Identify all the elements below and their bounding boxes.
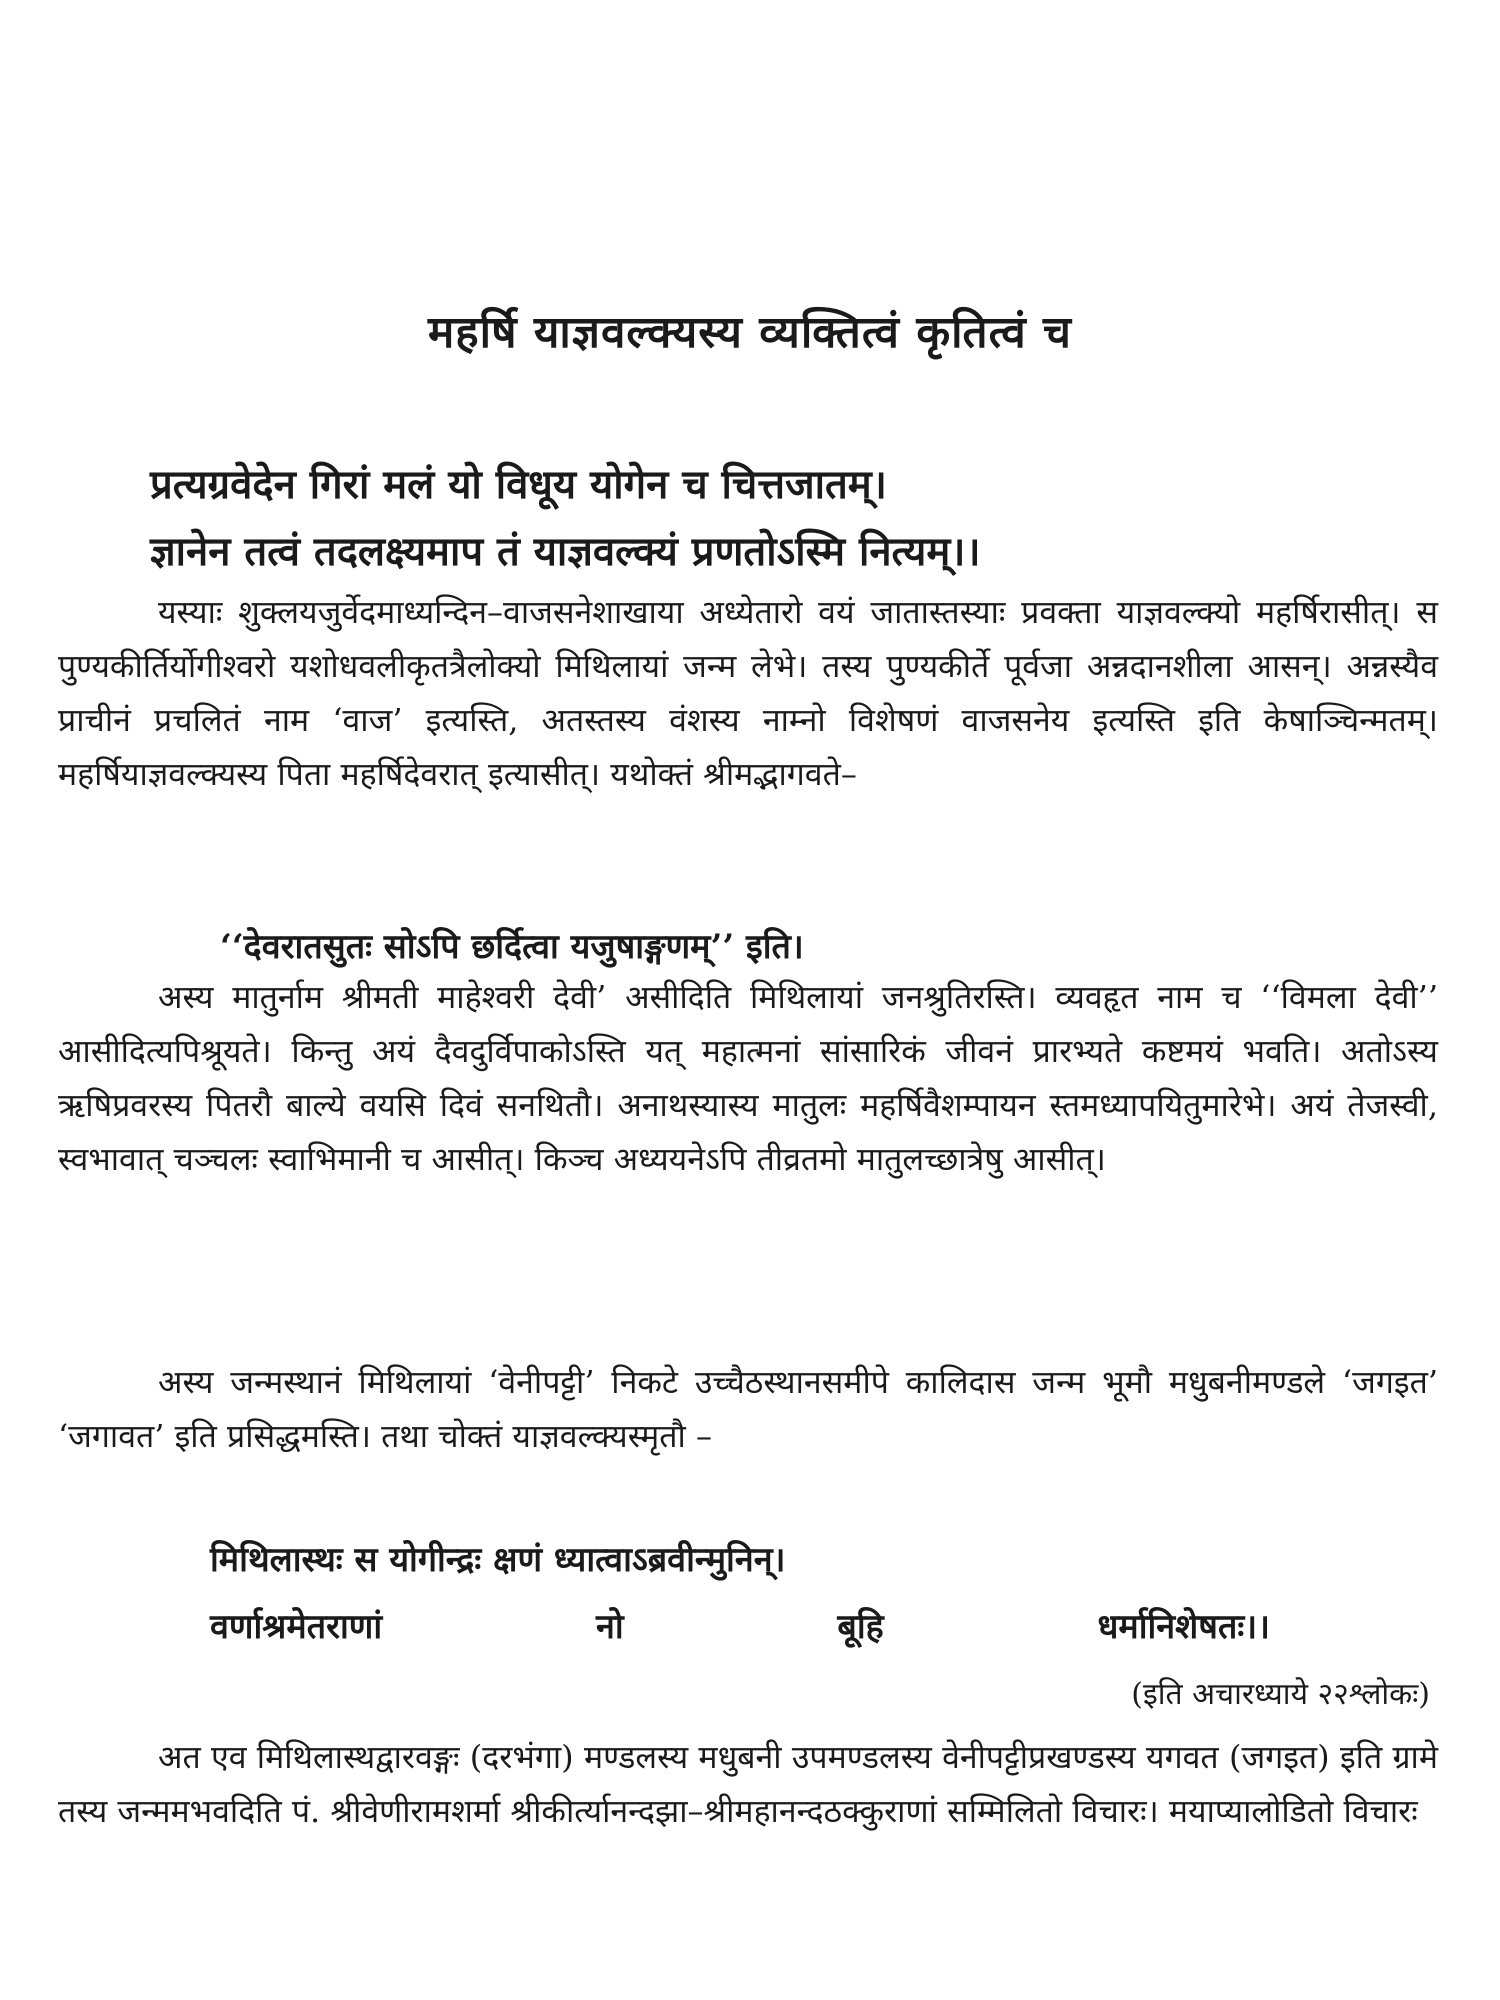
smriti-verse-line-1: मिथिलास्थः स योगीन्द्रः क्षणं ध्यात्वाऽब्रवीन्मुनिन्। — [210, 1540, 786, 1580]
paragraph-4: अत एव मिथिलास्थद्वारवङ्गः (दरभंगा) मण्डलस्य मधुबनी उपमण्डलस्य वेनीपट्टीप्रखण्डस्य यगवत (जगइत) इति ग्रामे तस्य जन्ममभवदिति पं. श्रीवेणीरामशर्मा श्रीकीर्त्यानन्दझा–श्रीमहानन्दठक्कुराणां सम्मिलितो विचारः। मयाप्यालोडितो विचारः — [58, 1738, 1438, 1830]
verse-word: नो — [595, 1607, 624, 1647]
opening-verse-line-1: प्रत्यग्रवेदेन गिरां मलं यो विधूय योगेन च चित्तजातम्। — [150, 461, 887, 508]
smriti-verse-line-2 — [210, 1602, 1270, 1648]
paragraph-3: अस्य जन्मस्थानं मिथिलायां ‘वेनीपट्टी’ निकटे उच्चैठस्थानसमीपे कालिदास जन्म भूमौ मधुबनीमण्डले ‘जगइत’ ‘जगावत’ इति प्रसिद्धमस्ति। तथा चोक्तं याज्ञवल्क्यस्मृतौ – — [58, 1363, 1438, 1455]
verse-word: बूहि — [837, 1607, 884, 1647]
opening-verse-line-2: ज्ञानेन तत्वं तदलक्ष्यमाप तं याज्ञवल्क्यं प्रणतोऽस्मि नित्यम्।। — [150, 528, 981, 575]
page-title: महर्षि याज्ञवल्क्यस्य व्यक्तित्वं कृतित्वं च — [428, 307, 1072, 358]
bhagavata-quote: ‘‘देवरातसुतः सोऽपि छर्दित्वा यजुषाङ्गणम्’’ इति। — [220, 927, 804, 967]
paragraph-1: यस्याः शुक्लयजुर्वेदमाध्यन्दिन–वाजसनेशाखाया अध्येतारो वयं जातास्तस्याः प्रवक्ता याज्ञवल्क्यो महर्षिरासीत्। स पुण्यकीर्तिर्योगीश्वरो यशोधवलीकृतत्रैलोक्यो मिथिलायां जन्म लेभे। तस्य पुण्यकीर्ते पूर्वजा अन्नदानशीला आसन्। अन्नस्यैव प्राचीनं प्रचलितं नाम ‘वाज’ इत्यस्ति, अतस्तस्य वंशस्य नाम्नो विशेषणं वाजसनेय इत्यस्ति इति केषाञ्चिन्मतम्। महर्षियाज्ञवल्क्यस्य पिता महर्षिदेवरात् इत्यासीत्। यथोक्तं श्रीमद्भागवते– — [58, 593, 1438, 793]
paragraph-2: अस्य मातुर्नाम श्रीमती माहेश्वरी देवी’ असीदिति मिथिलायां जनश्रुतिरस्ति। व्यवहृत नाम च ‘‘विमला देवी’’ आसीदित्यपिश्रूयते। किन्तु अयं दैवदुर्विपाकोऽस्ति यत् महात्मनां सांसारिकं जीवनं प्रारभ्यते कष्टमयं भवति। अतोऽस्य ऋषिप्रवरस्य पितरौ बाल्ये वयसि दिवं सनथितौ। अनाथस्यास्य मातुलः महर्षिवैशम्पायन स्तमध्यापयितुमारेभे। अयं तेजस्वी, स्वभावात् चञ्चलः स्वाभिमानी च आसीत्। किञ्च अध्ययनेऽपि तीव्रतमो मातुलच्छात्रेषु आसीत्। — [58, 978, 1438, 1178]
verse-word: धर्मानिशेषतः।। — [1097, 1607, 1270, 1647]
verse-word: वर्णाश्रमेतराणां — [210, 1607, 383, 1647]
verse-citation: (इति अचारध्याये २२श्लोकः) — [1131, 1677, 1430, 1712]
